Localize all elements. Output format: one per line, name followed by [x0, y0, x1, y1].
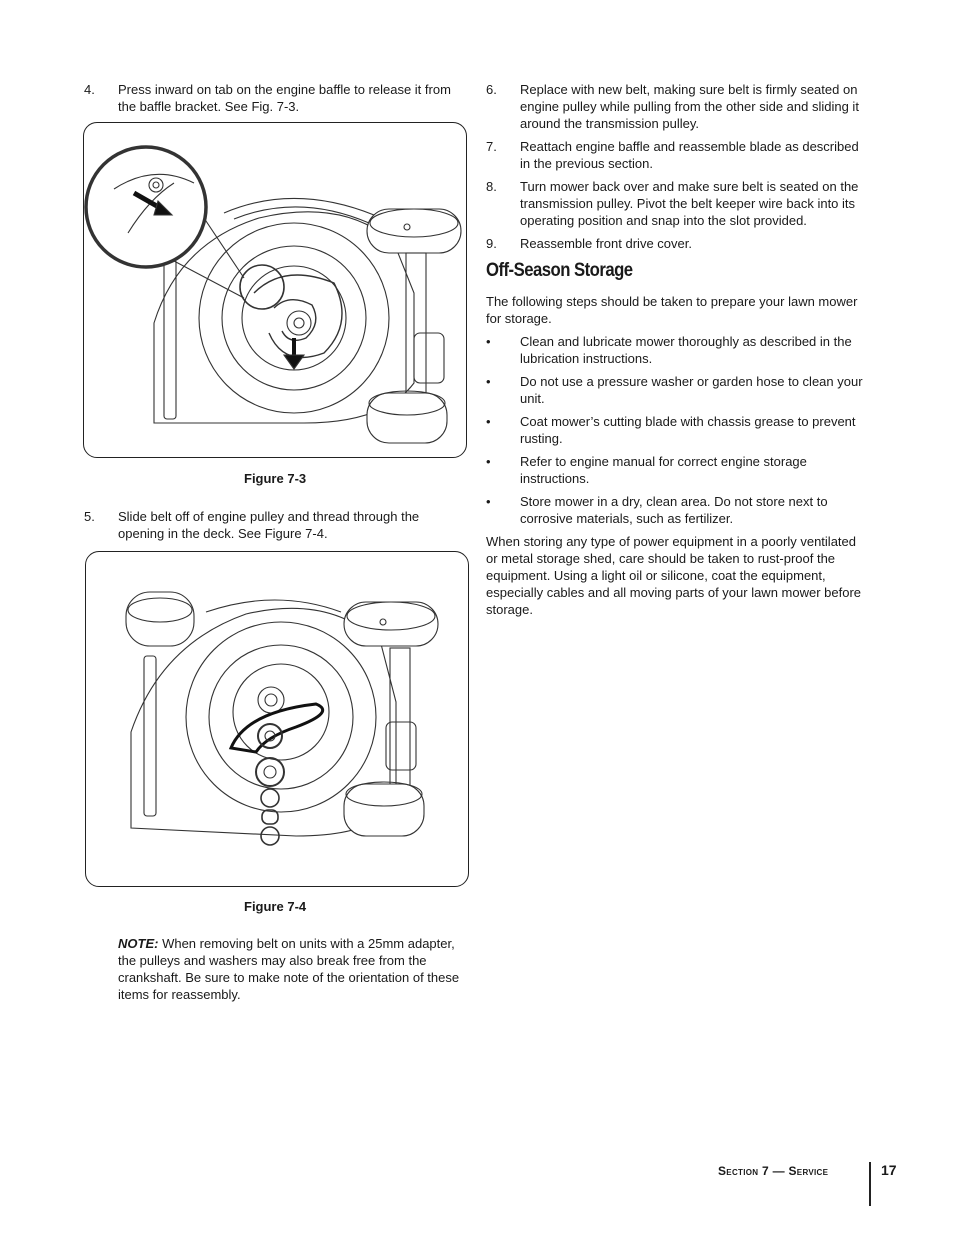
storage-intro: The following steps should be taken to prepare your lawn mower for storage. [486, 294, 858, 326]
step-number: 4. [84, 82, 95, 97]
bullet-mark: • [486, 334, 491, 349]
bullet-mark: • [486, 414, 491, 429]
bullet-item [486, 493, 870, 529]
step-number: 9. [486, 236, 497, 251]
step-number: 6. [486, 82, 497, 97]
footer-section-label: Section 7 — Service [718, 1164, 829, 1178]
figure-7-3-illustration [83, 122, 467, 458]
note-label: NOTE: [118, 936, 159, 951]
step-text: Reassemble front drive cover. [520, 236, 692, 251]
note-text: When removing belt on units with a 25mm adapter, the pulleys and washers may also break free from the crankshaft. Be sure to make note of the orientation of these items for reassembly. [118, 936, 460, 1002]
step-number: 5. [84, 509, 95, 524]
bullet-text: Refer to engine manual for correct engine storage instructions. [520, 454, 807, 486]
page-number: 17 [881, 1162, 897, 1178]
bullet-mark: • [486, 374, 491, 389]
note-paragraph [118, 935, 470, 1003]
step-number: 8. [486, 179, 497, 194]
bullet-text: Do not use a pressure washer or garden hose to clean your unit. [520, 374, 863, 406]
figure-7-4-illustration [85, 551, 469, 887]
footer-divider [869, 1162, 871, 1206]
step-6 [486, 81, 870, 133]
bullet-item [486, 453, 870, 489]
step-text: Turn mower back over and make sure belt is seated on the transmission pulley. Pivot the belt keeper wire back into its operating position and snap into the slot provided. [520, 179, 859, 228]
step-text: Reattach engine baffle and reassemble blade as described in the previous section. [520, 139, 859, 171]
bullet-text: Clean and lubricate mower thoroughly as described in the lubrication instructions. [520, 334, 852, 366]
step-7 [486, 138, 870, 174]
bullet-item [486, 373, 870, 409]
step-text: Replace with new belt, making sure belt is firmly seated on engine pulley while pulling from the other side and sliding it around the transmission pulley. [520, 82, 859, 131]
mower-belt-removal-drawing [86, 552, 468, 886]
step-number: 7. [486, 139, 497, 154]
mower-underside-baffle-drawing [84, 123, 466, 457]
step-text: Slide belt off of engine pulley and thread through the opening in the deck. See Figure 7-4. [118, 509, 420, 541]
step-4 [84, 81, 464, 117]
storage-closing-paragraph: When storing any type of power equipment in a poorly ventilated or metal storage shed, care should be taken to rust-proof the equipment. Using a light oil or silicone, coat the equipment, especially cables and all moving parts of your lawn mower before storage. [486, 534, 862, 617]
step-5 [84, 508, 464, 544]
figure-7-4-caption: Figure 7-4 [244, 899, 307, 914]
bullet-item [486, 413, 870, 449]
bullet-mark: • [486, 454, 491, 469]
step-text: Press inward on tab on the engine baffle to release it from the baffle bracket. See Fig. 7-3. [118, 82, 451, 114]
figure-7-3-caption: Figure 7-3 [244, 471, 307, 486]
section-heading: Off-Season Storage [486, 260, 633, 281]
bullet-text: Store mower in a dry, clean area. Do not store next to corrosive materials, such as fertilizer. [520, 494, 828, 526]
step-9 [486, 235, 870, 253]
step-8 [486, 178, 870, 230]
bullet-text: Coat mower’s cutting blade with chassis grease to prevent rusting. [520, 414, 856, 446]
bullet-item [486, 333, 870, 369]
bullet-mark: • [486, 494, 491, 509]
